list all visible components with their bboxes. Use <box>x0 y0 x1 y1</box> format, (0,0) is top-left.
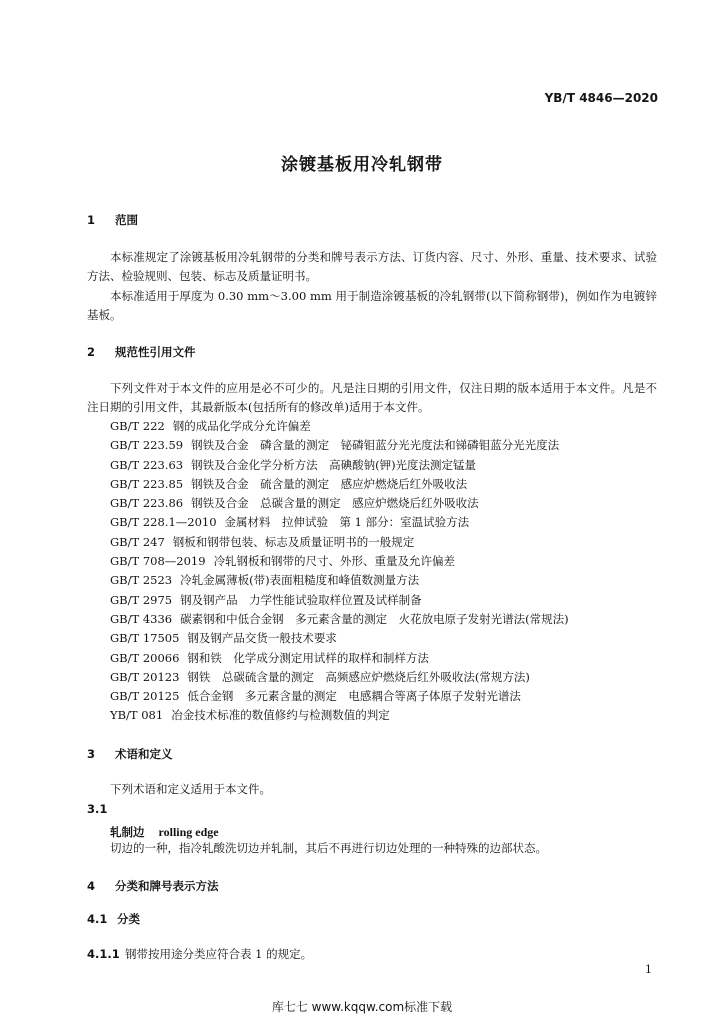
page-number: 1 <box>645 963 652 976</box>
reference-code: GB/T 2975 <box>110 592 173 607</box>
reference-title: 钢的成品化学成分允许偏差 <box>172 419 311 433</box>
reference-title: 金属材料 拉伸试验 第 1 部分：室温试验方法 <box>224 515 470 530</box>
clause-4-1-1 <box>87 943 312 964</box>
reference-list <box>110 417 569 726</box>
subsection-4-1-heading <box>87 911 140 927</box>
footer-watermark: 库七七 www.kqqw.com标准下载 <box>271 1000 453 1014</box>
section-1-heading <box>87 212 138 228</box>
scope-paragraph-1: 本标准规定了涂镀基板用冷轧钢带的分类和牌号表示方法、订货内容、尺寸、外形、重量、技术要求、试验方法、检验规则、包装、标志及质量证明书。 <box>87 250 657 283</box>
reference-title: 钢板和钢带包装、标志及质量证明书的一般规定 <box>172 534 415 549</box>
standard-code: YB/T 4846—2020 <box>544 91 658 105</box>
reference-title: 钢及钢产品交货一般技术要求 <box>187 631 337 646</box>
reference-item <box>110 552 569 571</box>
reference-item <box>110 533 569 552</box>
references-intro: 下列文件对于本文件的应用是必不可少的。凡是注日期的引用文件，仅注日期的版本适用于本文件。凡是不注日期的引用文件，其最新版本(包括所有的修改单)适用于本文件。 <box>87 381 657 414</box>
reference-title: 低合金钢 多元素含量的测定 电感耦合等离子体原子发射光谱法 <box>187 689 521 704</box>
reference-title: 钢和铁 化学成分测定用试样的取样和制样方法 <box>187 650 429 665</box>
section-2-heading <box>87 344 196 360</box>
section-4-heading <box>87 878 219 894</box>
section-number: 1 <box>87 213 96 227</box>
reference-item <box>110 610 569 629</box>
reference-title: 钢铁及合金 硫含量的测定 感应炉燃烧后红外吸收法 <box>191 476 468 491</box>
reference-item <box>110 436 569 455</box>
reference-item <box>110 649 569 668</box>
reference-code: GB/T 247 <box>110 534 165 549</box>
reference-title: 冷轧金属薄板(带)表面粗糙度和峰值数测量方法 <box>180 573 420 588</box>
clause-number: 4.1.1 <box>87 947 120 961</box>
scope-paragraph-2: 本标准适用于厚度为 0.30 mm～3.00 mm 用于制造涂镀基板的冷轧钢带(以下简称钢带)，例如作为电镀锌基板。 <box>87 289 657 322</box>
clause-text: 钢带按用途分类应符合表 1 的规定。 <box>125 947 313 961</box>
term-entry <box>110 821 219 840</box>
reference-code: GB/T 17505 <box>110 631 180 646</box>
subsection-number: 4.1 <box>87 912 108 926</box>
section-title: 范围 <box>115 213 138 227</box>
reference-code: GB/T 4336 <box>110 611 173 626</box>
reference-item <box>110 687 569 706</box>
reference-title: 冷轧钢板和钢带的尺寸、外形、重量及允许偏差 <box>213 554 456 569</box>
reference-code: GB/T 20066 <box>110 650 180 665</box>
reference-item <box>110 571 569 590</box>
term-chinese: 轧制边 <box>110 825 145 839</box>
term-definition: 切边的一种，指冷轧酸洗切边并轧制，其后不再进行切边处理的一种特殊的边部状态。 <box>110 841 547 855</box>
reference-title: 钢铁 总碳硫含量的测定 高频感应炉燃烧后红外吸收法(常规方法) <box>187 669 530 684</box>
reference-code: GB/T 223.85 <box>110 476 184 491</box>
section-title: 规范性引用文件 <box>115 345 196 359</box>
reference-item <box>110 591 569 610</box>
reference-code: GB/T 708—2019 <box>110 554 206 569</box>
reference-code: GB/T 223.86 <box>110 496 184 511</box>
reference-title: 钢铁及合金化学分析方法 高碘酸钠(钾)光度法测定锰量 <box>191 457 477 472</box>
reference-code: GB/T 222 <box>110 419 165 433</box>
reference-code: YB/T 081 <box>110 708 164 723</box>
term-number: 3.1 <box>87 802 108 816</box>
section-number: 4 <box>87 879 96 893</box>
reference-item <box>110 668 569 687</box>
section-title: 术语和定义 <box>115 747 173 761</box>
subsection-title: 分类 <box>117 912 140 926</box>
reference-item <box>110 706 569 725</box>
reference-item <box>110 629 569 648</box>
reference-item <box>110 475 569 494</box>
reference-code: GB/T 2523 <box>110 573 173 588</box>
reference-title: 钢及钢产品 力学性能试验取样位置及试样制备 <box>180 592 422 607</box>
reference-title: 冶金技术标准的数值修约与检测数值的判定 <box>171 708 390 723</box>
reference-item <box>110 456 569 475</box>
reference-code: GB/T 20125 <box>110 689 180 704</box>
reference-title: 碳素钢和中低合金钢 多元素含量的测定 火花放电原子发射光谱法(常规法) <box>180 611 569 626</box>
reference-code: GB/T 228.1—2010 <box>110 515 217 530</box>
reference-title: 钢铁及合金 总碳含量的测定 感应炉燃烧后红外吸收法 <box>191 496 479 511</box>
reference-code: GB/T 223.63 <box>110 457 184 472</box>
reference-item <box>110 417 569 436</box>
section-number: 2 <box>87 345 96 359</box>
terms-intro: 下列术语和定义适用于本文件。 <box>110 782 271 796</box>
section-3-heading <box>87 746 173 762</box>
section-number: 3 <box>87 747 96 761</box>
term-english: rolling edge <box>158 825 219 839</box>
reference-title: 钢铁及合金 磷含量的测定 铋磷钼蓝分光光度法和锑磷钼蓝分光光度法 <box>191 438 560 453</box>
reference-code: GB/T 223.59 <box>110 438 184 453</box>
document-title: 涂镀基板用冷轧钢带 <box>281 155 443 175</box>
reference-code: GB/T 20123 <box>110 669 180 684</box>
reference-item <box>110 494 569 513</box>
reference-item <box>110 513 569 532</box>
section-title: 分类和牌号表示方法 <box>115 879 219 893</box>
